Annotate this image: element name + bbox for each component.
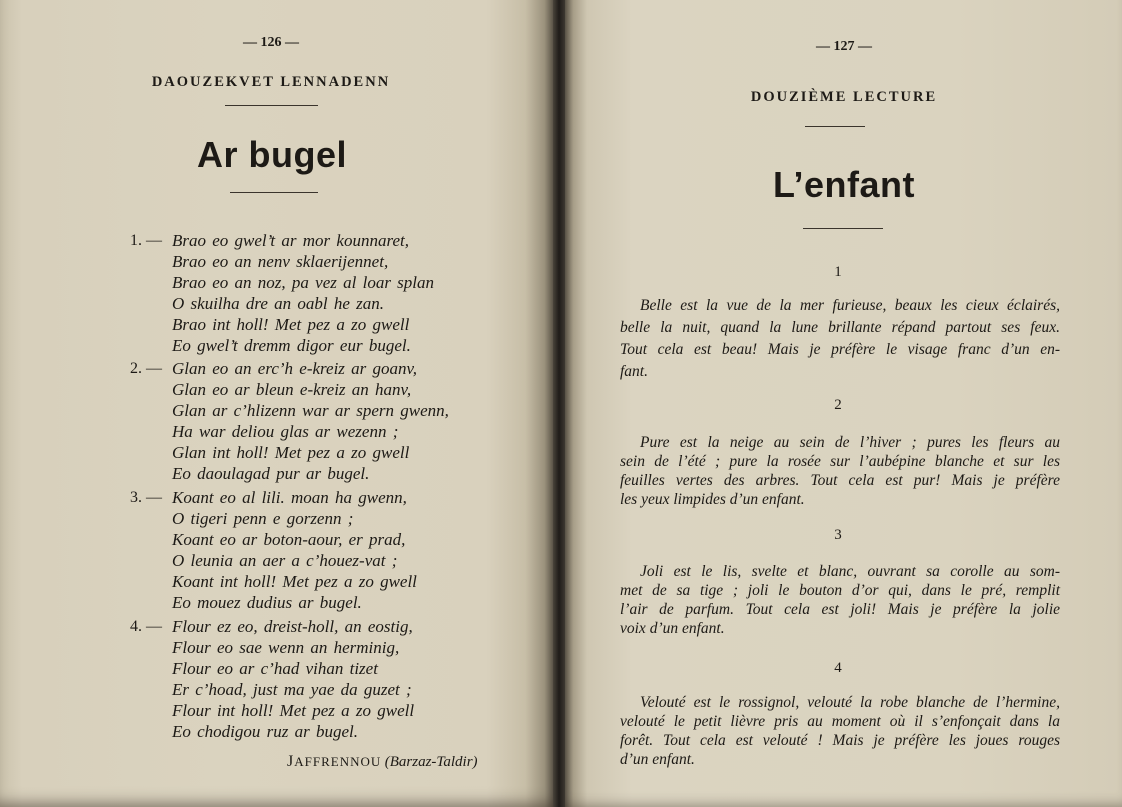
- poem-attribution: [287, 752, 478, 773]
- verse-line: Ha war deliou glas ar wezenn ;: [172, 422, 399, 441]
- paragraph-3: [620, 562, 1060, 638]
- verse-line: O leunia an aer a c’houez-vat ;: [172, 551, 398, 570]
- right-heading-divider: [805, 126, 865, 127]
- verse-line: Eo mouez dudius ar bugel.: [172, 593, 362, 612]
- stanza-number: 1. —: [130, 232, 162, 249]
- verse-line: Er c’hoad, just ma yae da guzet ;: [172, 680, 412, 699]
- section-number: 4: [834, 660, 842, 676]
- verse-line: Brao eo gwel’t ar mor kounnaret,: [172, 231, 409, 250]
- verse-line: Brao eo an nenv sklaerijennet,: [172, 252, 389, 271]
- stanza-number: 3. —: [130, 489, 162, 506]
- paragraph-1: [620, 295, 1060, 383]
- right-page-title: L’enfant: [772, 164, 915, 205]
- verse-line: Flour eo ar c’had vihan tizet: [172, 659, 378, 678]
- paragraph-line: Velouté est le rossignol, velouté la robe blanche de l’hermine,: [640, 694, 1060, 711]
- stanza-4: [130, 616, 530, 742]
- paragraph-2: [620, 433, 1060, 509]
- paragraph-line: velouté le petit lièvre pris au moment où il s’enfonçait dans la: [620, 713, 1060, 730]
- left-heading-divider: [225, 105, 318, 106]
- verse-line: Glan eo ar bleun e-kreiz an hanv,: [172, 380, 412, 399]
- verse-line: Eo gwel’t dremm digor eur bugel.: [172, 336, 411, 355]
- paragraph-line: Tout cela est beau! Mais je préfère le visage franc d’un en-: [620, 341, 1060, 358]
- paragraph-line: fant.: [620, 363, 648, 380]
- verse-line: Brao int holl! Met pez a zo gwell: [172, 315, 410, 334]
- paragraph-4: [620, 693, 1060, 769]
- paragraph-line: l’air de parfum. Tout cela est joli! Mais je préfère la jolie: [620, 601, 1060, 618]
- paragraph-line: d’un enfant.: [620, 751, 695, 768]
- paragraph-line: Pure est la neige au sein de l’hiver ; pures les fleurs au: [640, 434, 1060, 451]
- verse-line: Glan int holl! Met pez a zo gwell: [172, 443, 410, 462]
- verse-line: O tigeri penn e gorzenn ;: [172, 509, 354, 528]
- right-page-number: — 127 —: [816, 39, 872, 54]
- verse-line: Eo daoulagad pur ar bugel.: [172, 464, 370, 483]
- verse-line: Glan ar c’hlizenn war ar spern gwenn,: [172, 401, 449, 420]
- verse-line: Flour ez eo, dreist-holl, an eostig,: [172, 617, 413, 636]
- stanza-1: [130, 230, 530, 356]
- paragraph-line: Joli est le lis, svelte et blanc, ouvrant sa corolle au som-: [640, 563, 1060, 580]
- stanza-number: 2. —: [130, 360, 162, 377]
- attribution-source: (Barzaz-Taldir): [384, 754, 478, 770]
- verse-line: Flour int holl! Met pez a zo gwell: [172, 701, 415, 720]
- right-section-heading: DOUZIÈME LECTURE: [750, 89, 938, 105]
- section-number: 2: [834, 397, 842, 413]
- paragraph-line: belle la nuit, quand la lune brillante répand partout ses feux.: [620, 319, 1060, 336]
- left-section-heading: DAOUZEKVET LENNADENN: [151, 74, 391, 90]
- verse-line: Koant eo ar boton-aour, er prad,: [172, 530, 406, 549]
- right-title-divider: [803, 228, 883, 229]
- paragraph-line: met de sa tige ; joli le bouton d’or qui, dans le pré, remplit: [620, 582, 1060, 599]
- section-number: 3: [834, 527, 842, 543]
- verse-line: Koant int holl! Met pez a zo gwell: [172, 572, 417, 591]
- attribution-author: JAFFRENNOU: [287, 753, 382, 770]
- paragraph-line: les yeux limpides d’un enfant.: [620, 491, 805, 508]
- paragraph-line: forêt. Tout cela est velouté ! Mais je préfère les joues rouges: [620, 732, 1060, 749]
- left-page-number: — 126 —: [243, 35, 299, 50]
- verse-line: Glan eo an erc’h e-kreiz ar goanv,: [172, 359, 418, 378]
- stanza-number: 4. —: [130, 618, 162, 635]
- left-title-divider: [230, 192, 318, 193]
- left-page-title: Ar bugel: [196, 134, 347, 175]
- paragraph-line: voix d’un enfant.: [620, 620, 725, 637]
- stanza-3: [130, 487, 530, 613]
- book-gutter: [553, 0, 565, 807]
- verse-line: Brao eo an noz, pa vez al loar splan: [172, 273, 435, 292]
- verse-line: Koant eo al lili. moan ha gwenn,: [172, 488, 407, 507]
- paragraph-line: feuilles vertes des arbres. Tout cela est pur! Mais je préfère: [620, 472, 1060, 489]
- section-number: 1: [834, 264, 842, 280]
- verse-line: Eo chodigou ruz ar bugel.: [172, 722, 359, 741]
- verse-line: Flour eo sae wenn an herminig,: [172, 638, 400, 657]
- paragraph-line: Belle est la vue de la mer furieuse, beaux les cieux éclairés,: [640, 297, 1060, 314]
- paragraph-line: sein de l’été ; pure la rosée sur l’aubépine blanche et sur les: [620, 453, 1060, 470]
- stanza-2: [130, 358, 530, 484]
- verse-line: O skuilha dre an oabl he zan.: [172, 294, 385, 313]
